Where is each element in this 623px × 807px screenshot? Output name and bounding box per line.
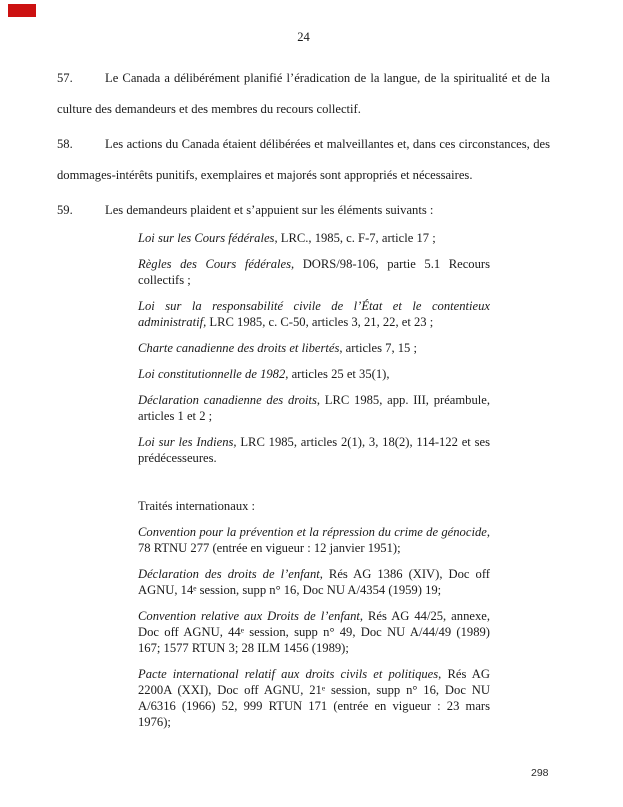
treaty-item <box>138 524 490 556</box>
treaty-title: Déclaration des droits de l’enfant <box>138 567 320 581</box>
treaty-rest: , Rés AG 1386 (XIV), Doc off AGNU, 14ᵉ session, supp n° 16, Doc NU A/4354 (1959) 19; <box>138 567 490 597</box>
citation-item <box>138 392 490 424</box>
citation-item <box>138 230 490 246</box>
treaty-rest: , 78 RTNU 277 (entrée en vigueur : 12 janvier 1951); <box>138 525 490 555</box>
treaty-item <box>138 608 490 656</box>
citation-title: Règles des Cours fédérales, <box>138 257 295 271</box>
citation-rest: , LRC 1985, app. III, préambule, articles 1 et 2 ; <box>138 393 490 423</box>
citation-title: Loi sur les Cours fédérales <box>138 231 275 245</box>
treaty-title: Pacte international relatif aux droits civils et politiques <box>138 667 439 681</box>
treaty-item <box>138 666 490 730</box>
bates-number: 298 <box>531 767 549 779</box>
citation-title: Charte canadienne des droits et libertés <box>138 341 340 355</box>
treaty-title: Convention pour la prévention et la répression du crime de génocide <box>138 525 487 539</box>
page-number-top: 24 <box>297 30 310 44</box>
citation-rest: DORS/98-106, partie 5.1 Recours collectifs ; <box>138 257 490 287</box>
citation-rest: , articles 7, 15 ; <box>339 341 418 355</box>
citation-title: Loi constitutionnelle de 1982 <box>138 367 286 381</box>
paragraph-text: Les demandeurs plaident et s’appuient sur les éléments suivants : <box>105 203 434 217</box>
treaty-rest: , Rés AG 2200A (XXI), Doc off AGNU, 21ᵉ session, supp n° 16, Doc NU A/6316 (1966) 52, 999 RTUN 171 (entrée en vigueur : 23 mars 1976); <box>138 667 490 729</box>
treaty-title: Convention relative aux Droits de l’enfant <box>138 609 360 623</box>
citation-list <box>138 230 490 730</box>
paragraph-58 <box>57 129 550 191</box>
citation-rest: , articles 25 et 35(1), <box>285 367 390 381</box>
citation-item <box>138 366 490 382</box>
treaties-heading: Traités internationaux : <box>138 499 256 513</box>
citation-rest: LRC 1985, articles 2(1), 3, 18(2), 114-122 et ses prédécesseures. <box>138 435 491 465</box>
citation-item <box>138 434 490 466</box>
citation-rest: , LRC., 1985, c. F-7, article 17 ; <box>274 231 436 245</box>
treaty-rest: , Rés AG 44/25, annexe, Doc off AGNU, 44ᵉ session, supp n° 49, Doc NU A/44/49 (1989) 167; 1577 RTUN 3; 28 ILM 1456 (1989); <box>138 609 490 655</box>
paragraph-number: 58. <box>57 137 73 151</box>
treaty-item <box>138 566 490 598</box>
citation-rest: LRC 1985, c. C-50, articles 3, 21, 22, et 23 ; <box>206 315 434 329</box>
red-marker <box>8 4 36 17</box>
citation-title: Déclaration canadienne des droits <box>138 393 317 407</box>
citation-item <box>138 298 490 330</box>
paragraph-text: Les actions du Canada étaient délibérées et malveillantes et, dans ces circonstances, des dommages-intérêts punitifs, exemplaires et majorés sont appropriés et nécessaires. <box>57 137 550 182</box>
paragraph-text: Le Canada a délibérément planifié l’éradication de la langue, de la spiritualité et de la culture des demandeurs et des membres du recours collectif. <box>57 71 550 116</box>
paragraph-number: 59. <box>57 203 73 217</box>
citation-item <box>138 256 490 288</box>
paragraph-59 <box>57 195 550 226</box>
paragraph-57 <box>57 63 550 125</box>
document-page <box>57 30 550 740</box>
citation-item <box>138 340 490 356</box>
citation-title: Loi sur les Indiens, <box>138 435 237 449</box>
paragraph-number: 57. <box>57 71 73 85</box>
citation-title: Loi sur la responsabilité civile de l’État et le contentieux administratif, <box>138 299 490 329</box>
